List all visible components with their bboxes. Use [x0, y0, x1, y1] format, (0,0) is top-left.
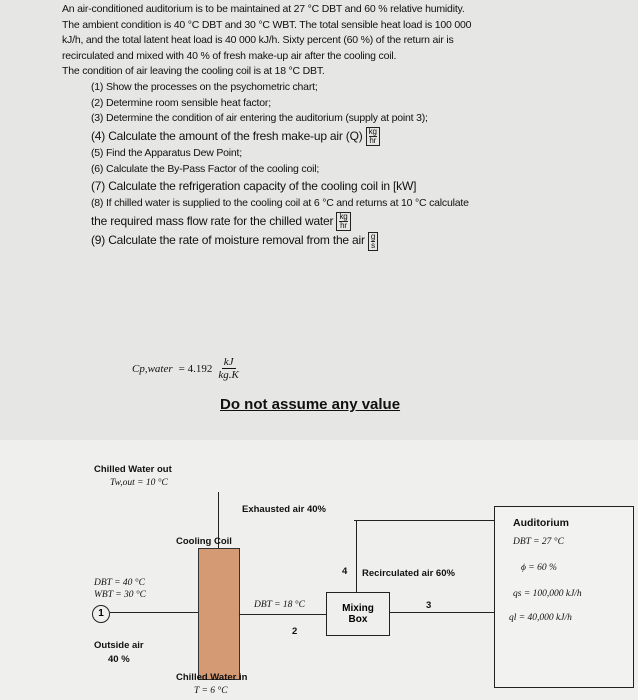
exhaust-duct — [354, 520, 494, 521]
outside-air-pct: 40 % — [108, 654, 130, 665]
question-1: (1) Show the processes on the psychometric chart; — [91, 80, 318, 93]
warning-note: Do not assume any value — [220, 396, 401, 413]
exhausted-air-label: Exhausted air 40% — [242, 504, 326, 515]
point-3-label: 3 — [426, 600, 432, 611]
cp-unit-den: kg.K — [218, 369, 239, 381]
auditorium-box — [494, 506, 634, 688]
question-6: (6) Calculate the By-Pass Factor of the cooling coil; — [91, 162, 320, 175]
statement-line: The ambient condition is 40 °C DBT and 30 °C WBT. The total sensible heat load is 100 000 — [62, 18, 472, 31]
chilled-in-title: Chilled Water in — [176, 672, 248, 683]
unit-num: kg — [368, 127, 377, 137]
coil-out-dbt: DBT = 18 °C — [254, 600, 305, 610]
outside-air-duct — [110, 612, 198, 613]
recirculated-label: Recirculated air 60% — [362, 568, 455, 579]
outside-wbt: WBT = 30 °C — [94, 590, 146, 600]
supply-duct — [389, 612, 494, 613]
question-8: (8) If chilled water is supplied to the cooling coil at 6 °C and returns at 10 °C calculate — [91, 197, 469, 210]
unit-num: kg — [339, 212, 348, 222]
question-3: (3) Determine the condition of air entering the auditorium (supply at point 3); — [91, 112, 428, 125]
statement-line: recirculated and mixed with 40 % of fresh make-up air after the cooling coil. — [62, 49, 397, 62]
mixing-box-line1: Mixing — [342, 603, 374, 614]
mixing-box-line2: Box — [348, 614, 368, 625]
recirc-duct — [356, 520, 357, 592]
point-4-label: 4 — [342, 566, 348, 577]
statement-line: kJ/h, and the total latent heat load is 40 000 kJ/h. Sixty percent (60 %) of the return air is — [62, 34, 454, 47]
auditorium-title: Auditorium — [513, 517, 569, 529]
unit-den: hr — [340, 221, 347, 231]
chilled-out-title: Chilled Water out — [94, 464, 172, 475]
outside-air-label: Outside air — [94, 640, 144, 651]
auditorium-qs: qs = 100,000 kJ/h — [513, 589, 582, 599]
question-4 — [62, 127, 582, 146]
unit-den: s — [371, 240, 375, 250]
problem-statement — [62, 2, 582, 251]
question-9 — [62, 231, 582, 250]
question-8b — [62, 212, 582, 231]
question-2: (2) Determine room sensible heat factor; — [91, 96, 271, 109]
cooling-coil — [198, 548, 240, 680]
chilled-out-temp: Tw,out = 10 °C — [110, 478, 168, 488]
point-1-marker: 1 — [92, 605, 110, 623]
unit-kg-per-hr — [366, 127, 380, 146]
auditorium-ql: ql = 40,000 kJ/h — [509, 613, 572, 623]
chilled-in-temp: T = 6 °C — [194, 686, 228, 696]
unit-den: hr — [369, 136, 377, 146]
outside-dbt: DBT = 40 °C — [94, 578, 145, 588]
question-8b-text: the required mass flow rate for the chilled water — [91, 213, 337, 228]
cp-unit-num: kJ — [223, 356, 234, 368]
coil-out-duct — [239, 614, 326, 615]
mixing-box — [326, 592, 390, 636]
unit-kg-per-hr-2 — [336, 212, 350, 231]
cp-symbol: Cp,water — [132, 362, 173, 375]
question-4-text: (4) Calculate the amount of the fresh make-up air (Q) — [91, 128, 366, 143]
cp-water-equation — [132, 356, 239, 381]
system-diagram — [0, 440, 638, 700]
point-2-label: 2 — [292, 626, 298, 637]
question-5: (5) Find the Apparatus Dew Point; — [91, 147, 242, 160]
cooling-coil-label: Cooling Coil — [176, 536, 232, 547]
unit-num: g — [370, 231, 376, 241]
unit-g-per-s — [368, 232, 378, 251]
cp-unit — [218, 356, 238, 381]
statement-line: An air-conditioned auditorium is to be maintained at 27 °C DBT and 60 % relative humidity. — [62, 3, 465, 15]
auditorium-dbt: DBT = 27 °C — [513, 537, 564, 547]
question-9-text: (9) Calculate the rate of moisture removal from the air — [91, 233, 368, 248]
cp-value: = 4.192 — [178, 362, 213, 375]
auditorium-phi: ϕ = 60 % — [521, 563, 557, 573]
statement-line: The condition of air leaving the cooling coil is at 18 °C DBT. — [62, 65, 325, 78]
question-7: (7) Calculate the refrigeration capacity of the cooling coil in [kW] — [91, 179, 417, 194]
